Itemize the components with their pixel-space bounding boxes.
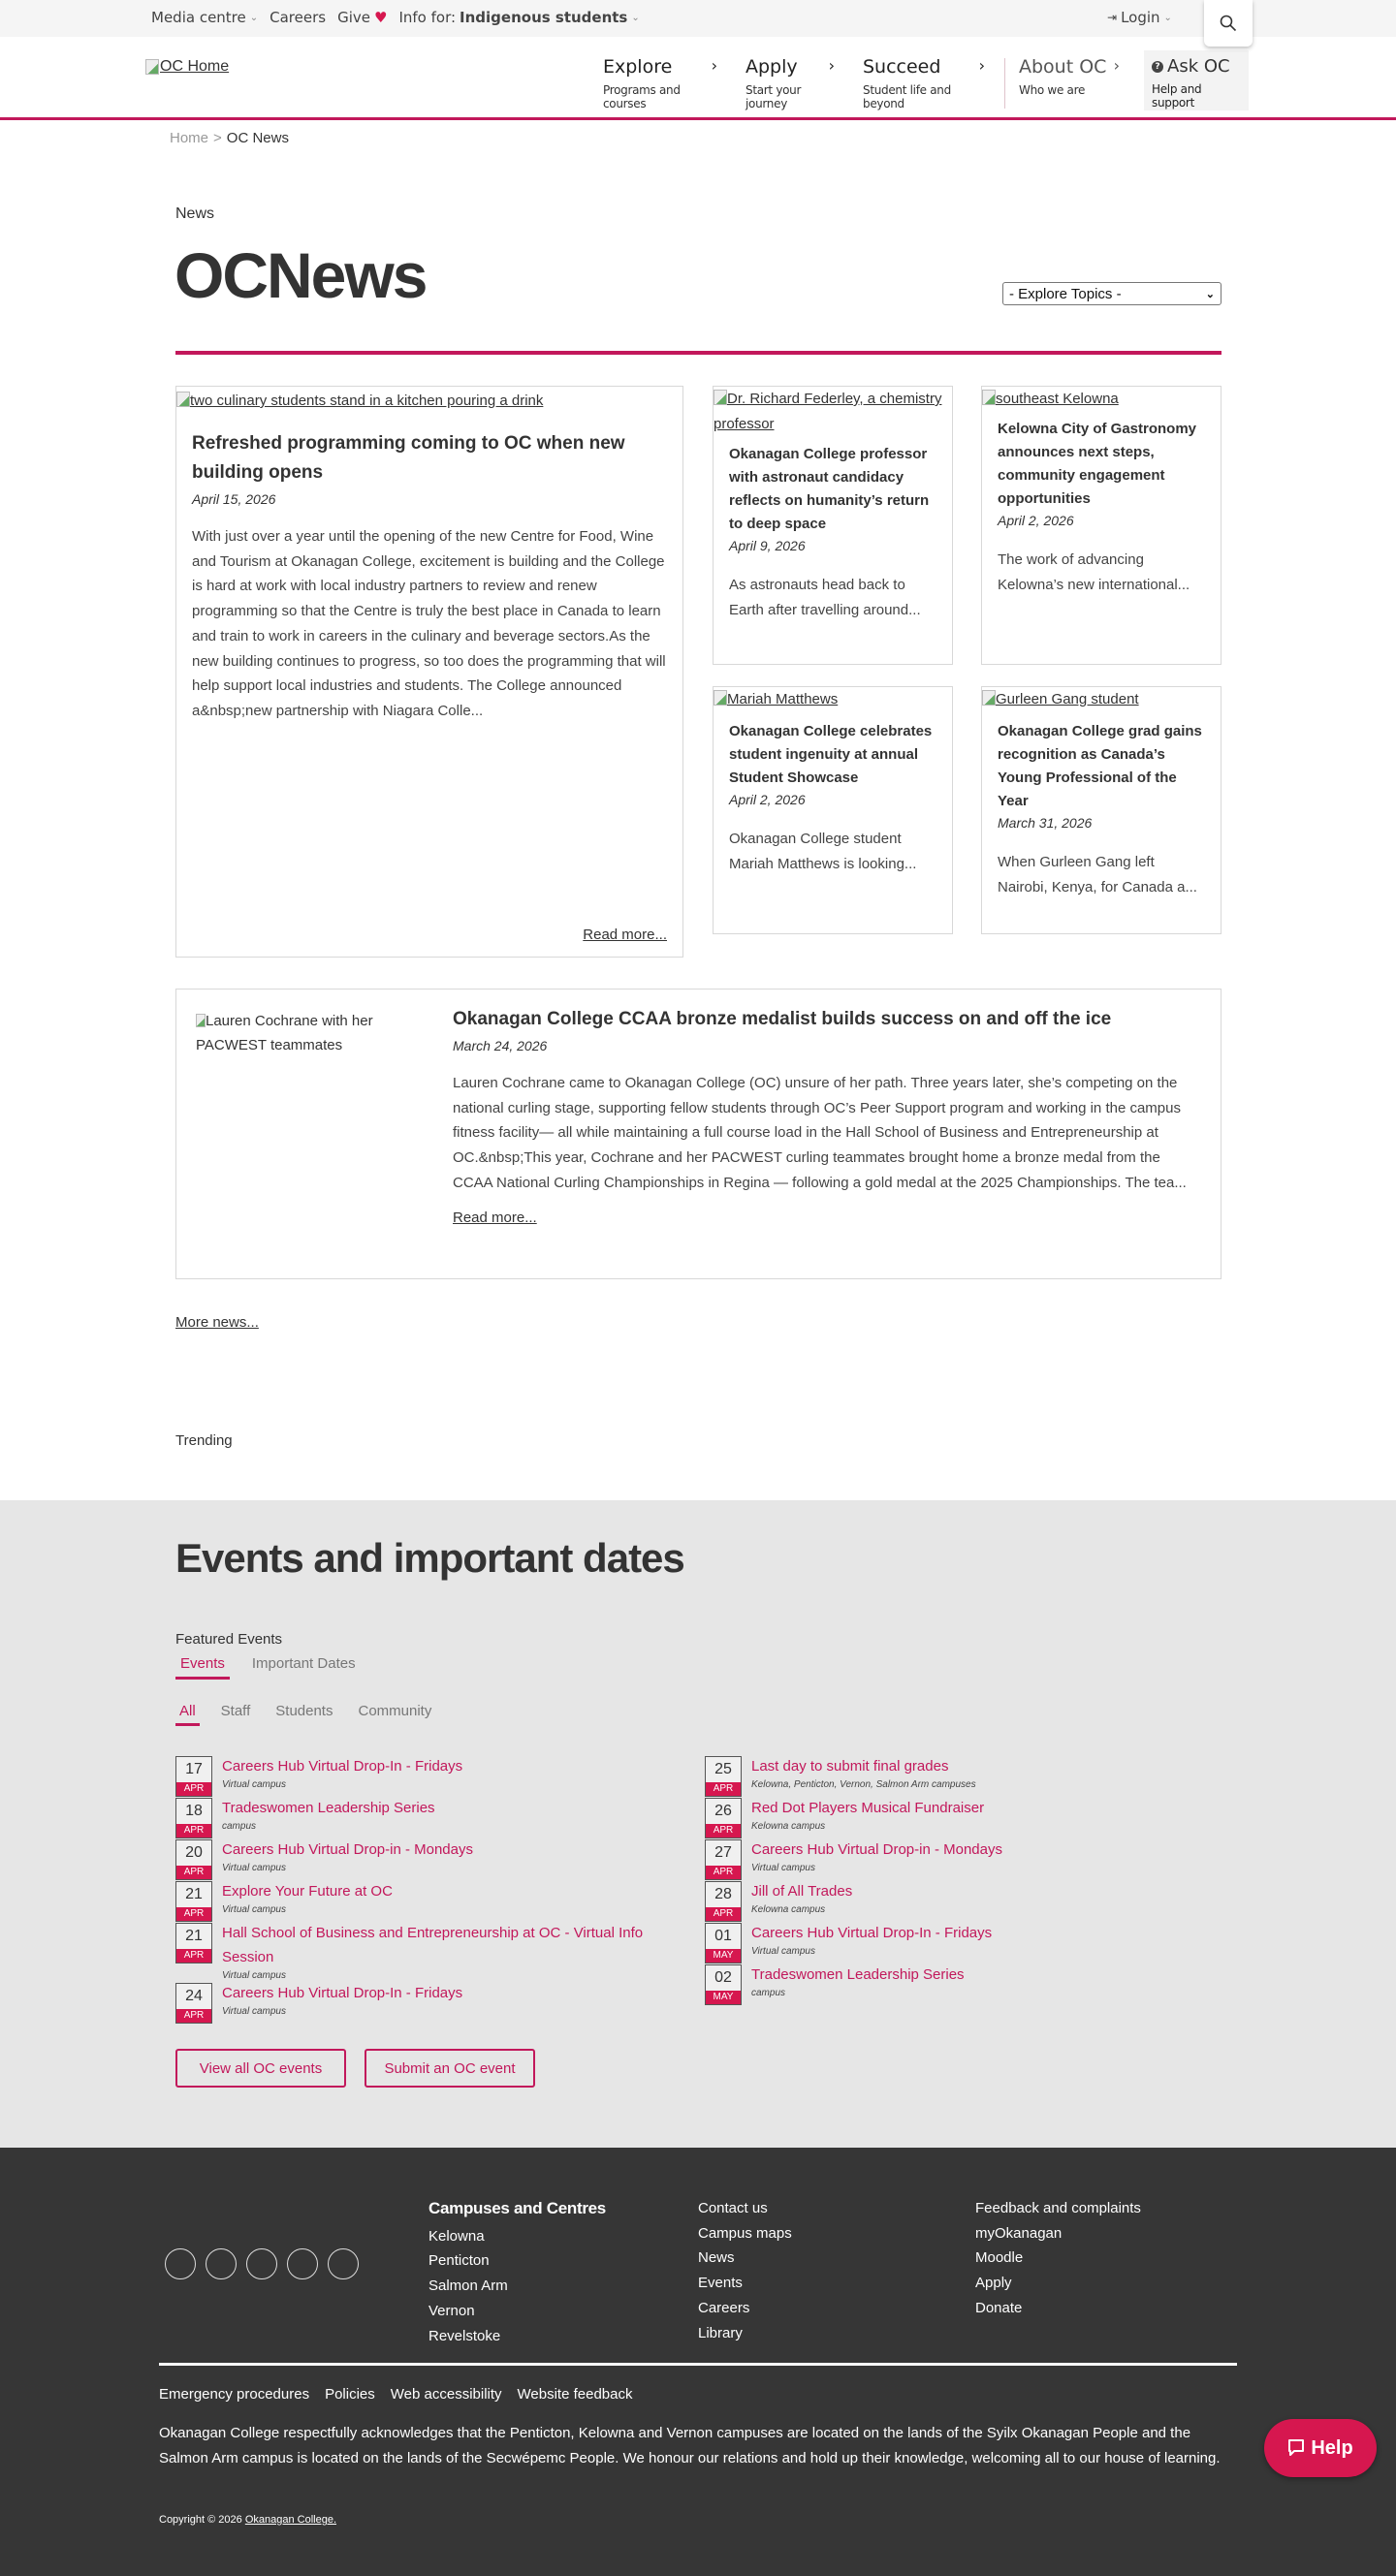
chat-bubble-icon	[1287, 2438, 1305, 2458]
info-for-label: Info for:	[398, 9, 457, 26]
event-month: APR	[176, 1907, 211, 1921]
event-day: 17	[185, 1761, 203, 1777]
news-excerpt: Okanagan College student Mariah Matthews is looking...	[729, 831, 917, 872]
footer-col-3	[975, 2196, 1141, 2321]
news-title[interactable]: Refreshed programming coming to OC when new building opens	[192, 433, 625, 483]
search-icon	[1220, 15, 1237, 32]
give-label: Give	[337, 9, 370, 26]
footer	[0, 2148, 1396, 2576]
footer-link-salmon-arm[interactable]: Salmon Arm	[428, 2278, 508, 2295]
event-title-link[interactable]: Careers Hub Virtual Drop-in - Mondays	[751, 1841, 1002, 1858]
event-item	[175, 1756, 680, 1798]
broken-image-icon	[982, 390, 996, 405]
more-news-link[interactable]: More news...	[175, 1314, 259, 1331]
footer-link-news[interactable]: News	[698, 2249, 735, 2267]
news-title[interactable]: Okanagan College celebrates student ingenuity at annual Student Showcase	[729, 723, 933, 786]
news-image-link[interactable]	[714, 387, 952, 437]
event-day: 02	[714, 1969, 732, 1986]
event-item	[175, 1881, 680, 1923]
footer-link-events[interactable]: Events	[698, 2275, 743, 2292]
event-month: APR	[706, 1824, 741, 1838]
breadcrumb-current: OC News	[226, 130, 289, 146]
nav-subtitle: Start your journey	[746, 83, 802, 110]
info-for-menu[interactable]	[398, 9, 639, 26]
image-alt-text: southeast Kelowna	[996, 391, 1119, 407]
event-title-link[interactable]: Careers Hub Virtual Drop-in - Mondays	[222, 1841, 473, 1858]
image-alt-text: Gurleen Gang student	[996, 691, 1139, 707]
footer-link-donate[interactable]: Donate	[975, 2299, 1023, 2316]
ask-oc-subtitle: Help and support	[1152, 82, 1202, 110]
footer-link-careers[interactable]: Careers	[698, 2299, 750, 2316]
nav-title: Succeed	[863, 56, 941, 78]
broken-image-icon	[145, 59, 159, 75]
news-image-link[interactable]	[714, 687, 952, 712]
events-title: Events and important dates	[175, 1535, 684, 1581]
footer-bottom-links	[159, 2386, 633, 2403]
event-month: APR	[176, 2009, 211, 2023]
event-month: APR	[176, 1866, 211, 1879]
event-title-link[interactable]: Explore Your Future at OC	[222, 1883, 393, 1900]
nav-subtitle: Student life and beyond	[863, 83, 951, 110]
footer-heading: Campuses and Centres	[428, 2199, 606, 2217]
view-all-events-button[interactable]: View all OC events	[175, 2049, 346, 2088]
login-menu[interactable]	[1107, 9, 1172, 26]
nav-subtitle: Programs and courses	[603, 83, 681, 110]
chevron-down-icon: ⌄	[249, 12, 259, 23]
heart-icon: ♥	[374, 9, 388, 26]
breadcrumb-home[interactable]: Home	[170, 130, 209, 146]
event-item	[705, 1964, 1209, 2006]
news-title[interactable]: Kelowna City of Gastronomy announces next steps, community engagement opportunities	[998, 421, 1197, 507]
event-location: Virtual campus	[222, 1863, 286, 1873]
calendar-badge	[175, 1756, 212, 1797]
event-day: 27	[714, 1844, 732, 1861]
image-alt-text: Lauren Cochrane with her PACWEST teammates	[196, 1013, 373, 1053]
logo-alt-text: OC Home	[160, 58, 230, 75]
event-location: Virtual campus	[751, 1863, 815, 1873]
emergency-procedures-link[interactable]: Emergency procedures	[159, 2386, 310, 2403]
news-date: April 9, 2026	[729, 538, 806, 553]
event-month: APR	[706, 1782, 741, 1796]
event-item	[705, 1756, 1209, 1798]
event-day: 26	[714, 1803, 732, 1819]
nav-succeed[interactable]	[863, 56, 985, 110]
help-chat-button[interactable]	[1264, 2419, 1377, 2477]
event-month: MAY	[706, 1991, 741, 2004]
tab-events[interactable]: Events	[175, 1655, 230, 1680]
events-list-left	[175, 1756, 680, 2025]
media-centre-label: Media centre	[151, 9, 246, 26]
calendar-badge	[175, 1881, 212, 1922]
footer-link-moodle[interactable]: Moodle	[975, 2249, 1024, 2267]
event-location: Kelowna campus	[751, 1904, 826, 1915]
event-item	[175, 1839, 680, 1881]
events-list-right	[705, 1756, 1209, 2006]
news-excerpt: With just over a year until the opening of the new Centre for Food, Wine and Tourism at Okanagan College, excitement is building and the College is hard at work with local industry partners to review and renew programming so that the Centre is truly the best place in Canada to learn and train to work in careers in the culinary and beverage sectors.As the new building continues to progress, so too does the programming that will help support local industries and students. The College announced a&nbsp;new partnership with Niagara Colle...	[192, 528, 666, 719]
featured-news-card	[175, 386, 683, 958]
social-icon[interactable]	[246, 2248, 277, 2279]
news-card	[981, 386, 1222, 665]
footer-col-2	[698, 2196, 792, 2345]
broken-image-icon	[982, 690, 996, 706]
section-label: News	[175, 205, 215, 222]
website-feedback-link[interactable]: Website feedback	[517, 2386, 633, 2403]
event-month: APR	[176, 1824, 211, 1838]
social-icon[interactable]	[287, 2248, 318, 2279]
event-item	[705, 1798, 1209, 1839]
event-item	[175, 1983, 680, 2025]
explore-topics-select[interactable]	[1002, 282, 1222, 305]
filter-all[interactable]: All	[175, 1703, 200, 1726]
footer-divider	[159, 2363, 1237, 2366]
event-item	[705, 1923, 1209, 1964]
event-location: Virtual campus	[222, 2006, 286, 2017]
footer-link-myokanagan[interactable]: myOkanagan	[975, 2224, 1063, 2242]
nav-title: Explore	[603, 56, 673, 78]
main-navigation	[0, 37, 1396, 120]
event-day: 25	[714, 1761, 732, 1777]
ask-oc-button[interactable]	[1144, 50, 1249, 110]
tab-important-dates[interactable]: Important Dates	[251, 1655, 356, 1672]
event-month: APR	[706, 1907, 741, 1921]
chevron-right-icon: ›	[711, 56, 717, 75]
event-location: Virtual campus	[751, 1946, 815, 1957]
okanagan-college-link[interactable]: Okanagan College.	[244, 2514, 337, 2526]
question-icon: ?	[1152, 61, 1163, 73]
copyright	[159, 2514, 336, 2526]
event-location: campus	[222, 1821, 257, 1832]
ask-oc-title: Ask OC	[1167, 56, 1230, 77]
copyright-text: Copyright © 2026	[159, 2514, 242, 2526]
news-card	[981, 686, 1222, 934]
breadcrumb	[170, 130, 289, 146]
broken-image-icon	[714, 690, 727, 706]
calendar-badge	[705, 1964, 742, 2005]
wide-news-card	[175, 989, 1222, 1279]
news-date: April 2, 2026	[729, 792, 806, 807]
chevron-down-icon: ⌄	[1163, 12, 1172, 23]
filter-staff[interactable]: Staff	[220, 1703, 251, 1719]
event-title-link[interactable]: Careers Hub Virtual Drop-In - Fridays	[222, 1758, 463, 1775]
footer-link-contact[interactable]: Contact us	[698, 2200, 768, 2216]
event-location: Virtual campus	[222, 1970, 286, 1981]
news-image-link[interactable]	[196, 1009, 399, 1057]
event-title-link[interactable]: Red Dot Players Musical Fundraiser	[751, 1800, 985, 1816]
read-more-link[interactable]: Read more...	[453, 1209, 537, 1226]
careers-link[interactable]: Careers	[270, 9, 327, 26]
search-button[interactable]	[1204, 0, 1253, 47]
broken-image-icon	[196, 1014, 206, 1027]
footer-link-library[interactable]: Library	[698, 2324, 743, 2341]
nav-apply[interactable]	[746, 56, 835, 110]
event-item	[705, 1839, 1209, 1881]
social-links	[165, 2248, 359, 2279]
event-title-link[interactable]: Tradeswomen Leadership Series	[751, 1966, 965, 1983]
events-section	[0, 1500, 1396, 2148]
event-title-link[interactable]: Jill of All Trades	[751, 1883, 853, 1900]
event-title-link[interactable]: Hall School of Business and Entrepreneurship at OC - Virtual Info Session	[222, 1925, 644, 1965]
login-label: Login	[1121, 9, 1160, 26]
footer-campuses	[428, 2196, 606, 2348]
media-centre-menu[interactable]	[151, 9, 258, 26]
event-month: APR	[176, 1949, 211, 1963]
event-day: 28	[714, 1886, 732, 1902]
info-for-value: Indigenous students	[460, 9, 628, 26]
event-location: Virtual campus	[222, 1779, 286, 1790]
calendar-badge	[175, 1983, 212, 2024]
event-day: 20	[185, 1844, 203, 1861]
chevron-down-icon: ⌄	[1205, 288, 1215, 300]
footer-link-vernon[interactable]: Vernon	[428, 2302, 475, 2319]
calendar-badge	[705, 1923, 742, 1963]
event-location: Kelowna campus	[751, 1821, 826, 1832]
news-card	[713, 386, 953, 665]
news-card	[713, 686, 953, 934]
footer-link-penticton[interactable]: Penticton	[428, 2252, 490, 2270]
calendar-badge	[705, 1798, 742, 1838]
footer-link-apply[interactable]: Apply	[975, 2275, 1012, 2292]
news-title[interactable]: Okanagan College CCAA bronze medalist builds success on and off the ice	[453, 1009, 1112, 1029]
help-label: Help	[1311, 2436, 1353, 2459]
nav-explore[interactable]	[603, 56, 717, 110]
news-image-link[interactable]	[982, 387, 1221, 412]
nav-subtitle: Who we are	[1019, 83, 1086, 97]
event-title-link[interactable]: Careers Hub Virtual Drop-In - Fridays	[222, 1985, 463, 2001]
calendar-badge	[705, 1756, 742, 1797]
footer-link-campus-maps[interactable]: Campus maps	[698, 2224, 792, 2242]
select-value: - Explore Topics -	[1009, 285, 1122, 302]
news-date: April 2, 2026	[998, 513, 1074, 528]
page-title: OCNews	[174, 239, 427, 311]
news-image-link[interactable]	[982, 687, 1221, 712]
event-month: APR	[176, 1782, 211, 1796]
event-item	[705, 1881, 1209, 1923]
news-excerpt: When Gurleen Gang left Nairobi, Kenya, for Canada a...	[998, 854, 1197, 895]
calendar-badge	[175, 1923, 212, 1963]
event-day: 21	[185, 1886, 203, 1902]
event-location: Kelowna, Penticton, Vernon, Salmon Arm campuses	[751, 1779, 976, 1790]
image-alt-text: two culinary students stand in a kitchen pouring a drink	[190, 393, 544, 409]
footer-link-revelstoke[interactable]: Revelstoke	[428, 2327, 501, 2344]
web-accessibility-link[interactable]: Web accessibility	[390, 2386, 502, 2403]
footer-link-feedback[interactable]: Feedback and complaints	[975, 2200, 1141, 2216]
utility-bar	[0, 0, 1396, 37]
news-title[interactable]: Okanagan College professor with astronaut candidacy reflects on humanity’s return to deep space	[729, 446, 930, 532]
calendar-badge	[175, 1839, 212, 1880]
event-title-link[interactable]: Tradeswomen Leadership Series	[222, 1800, 435, 1816]
news-date: April 15, 2026	[192, 491, 276, 507]
breadcrumb-separator: >	[213, 130, 222, 146]
news-image-link[interactable]	[176, 389, 682, 414]
nav-title: Apply	[746, 56, 798, 78]
calendar-badge	[705, 1881, 742, 1922]
events-tabs	[175, 1655, 361, 1680]
trending-heading: Trending	[175, 1432, 233, 1449]
social-icon[interactable]	[206, 2248, 237, 2279]
policies-link[interactable]: Policies	[325, 2386, 375, 2403]
title-divider	[175, 351, 1222, 355]
social-icon[interactable]	[165, 2248, 196, 2279]
submit-event-button[interactable]: Submit an OC event	[365, 2049, 535, 2088]
filter-students[interactable]: Students	[275, 1703, 333, 1719]
filter-community[interactable]: Community	[358, 1703, 432, 1719]
news-excerpt: As astronauts head back to Earth after travelling around...	[729, 577, 921, 618]
news-title[interactable]: Okanagan College grad gains recognition as Canada’s Young Professional of the Year	[998, 723, 1202, 809]
broken-image-icon	[714, 390, 727, 405]
chevron-right-icon: ›	[978, 56, 985, 75]
calendar-badge	[705, 1839, 742, 1880]
event-month: APR	[706, 1866, 741, 1879]
news-excerpt: The work of advancing Kelowna’s new international...	[998, 551, 1190, 593]
nav-divider	[1004, 58, 1005, 109]
event-day: 24	[185, 1988, 203, 2004]
chevron-right-icon: ›	[1113, 56, 1120, 75]
event-month: MAY	[706, 1949, 741, 1963]
event-item	[175, 1923, 680, 1983]
news-date: March 24, 2026	[453, 1038, 548, 1053]
event-item	[175, 1798, 680, 1839]
nav-about-oc[interactable]	[1019, 56, 1120, 97]
event-day: 21	[185, 1928, 203, 1944]
read-more-link[interactable]: Read more...	[583, 927, 667, 943]
nav-title: About OC	[1019, 56, 1107, 78]
footer-link-kelowna[interactable]: Kelowna	[428, 2227, 485, 2245]
event-day: 01	[714, 1928, 732, 1944]
news-excerpt: Lauren Cochrane came to Okanagan College (OC) unsure of her path. Three years later, she’s competing on the national curling stage, supporting fellow students through OC’s Peer Support program and working in the campus fitness facility— all while maintaining a full course load in the Hall School of Business and Entrepreneurship at OC.&nbsp;This year, Cochrane and her PACWEST curling teammates brought home a bronze medal from the CCAA National Curling Championships in Regina — following a gold medal at the 2025 Championships. The tea...	[453, 1075, 1187, 1191]
event-title-link[interactable]: Careers Hub Virtual Drop-In - Fridays	[751, 1925, 993, 1941]
image-alt-text: Mariah Matthews	[727, 691, 839, 707]
calendar-badge	[175, 1798, 212, 1838]
event-title-link[interactable]: Last day to submit final grades	[751, 1758, 949, 1775]
social-icon[interactable]	[328, 2248, 359, 2279]
chevron-right-icon: ›	[828, 56, 835, 75]
login-icon: ⇥	[1107, 11, 1118, 24]
audience-filters	[175, 1703, 435, 1726]
event-location: campus	[751, 1988, 786, 1998]
chevron-down-icon: ⌄	[631, 12, 640, 23]
news-date: March 31, 2026	[998, 815, 1093, 831]
event-location: Virtual campus	[222, 1904, 286, 1915]
land-acknowledgement: Okanagan College respectfully acknowledges that the Penticton, Kelowna and Vernon campuses are located on the lands of the Syilx Okanagan People and the Salmon Arm campus is located on the lands of the Secwépemc People. We honour our relations and hold up their knowledge, welcoming all to our house of learning.	[159, 2425, 1221, 2466]
event-day: 18	[185, 1803, 203, 1819]
image-alt-text: Dr. Richard Federley, a chemistry professor	[714, 391, 942, 432]
give-link[interactable]	[337, 9, 387, 26]
oc-home-logo[interactable]	[145, 58, 229, 76]
broken-image-icon	[176, 392, 190, 407]
featured-events-label: Featured Events	[175, 1631, 283, 1648]
